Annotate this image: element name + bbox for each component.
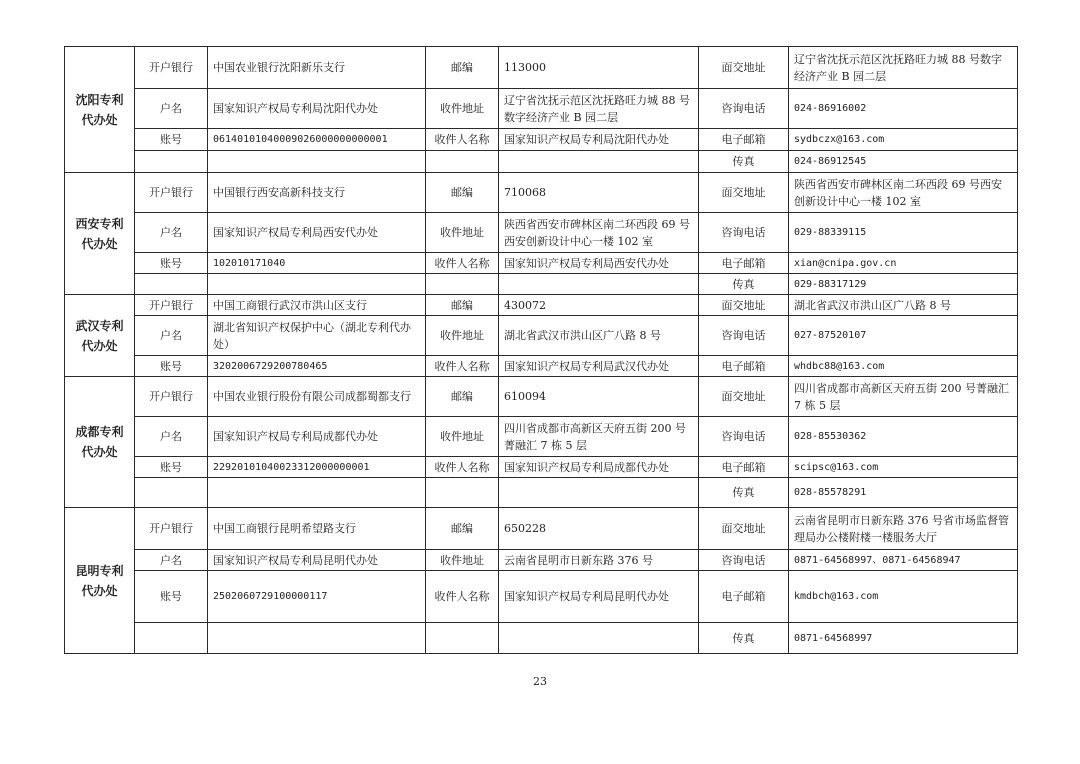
email-value: whdbc88@163.com [789, 356, 1018, 377]
recipient-value: 国家知识产权局专利局沈阳代办处 [499, 129, 699, 151]
bank-value: 中国农业银行股份有限公司成都蜀都支行 [208, 377, 426, 417]
office-name: 昆明专利 代办处 [65, 508, 135, 654]
phone-label: 咨询电话 [699, 550, 789, 571]
empty-cell [499, 478, 699, 508]
submit-address-label: 面交地址 [699, 47, 789, 89]
address-label: 收件地址 [426, 316, 499, 356]
table-row [65, 253, 1018, 274]
table-row [65, 89, 1018, 129]
empty-cell [208, 151, 426, 173]
fax-label: 传真 [699, 151, 789, 173]
empty-cell [135, 478, 208, 508]
table-row [65, 356, 1018, 377]
address-value: 辽宁省沈抚示范区沈抚路旺力城 88 号数字经济产业 B 园二层 [499, 89, 699, 129]
empty-cell [208, 623, 426, 654]
address-value: 云南省昆明市日新东路 376 号 [499, 550, 699, 571]
address-label: 收件地址 [426, 550, 499, 571]
account-name-value: 国家知识产权局专利局昆明代办处 [208, 550, 426, 571]
email-label: 电子邮箱 [699, 571, 789, 623]
submit-address-label: 面交地址 [699, 295, 789, 316]
phone-label: 咨询电话 [699, 89, 789, 129]
bank-value: 中国工商银行昆明希望路支行 [208, 508, 426, 550]
account-no-label: 账号 [135, 571, 208, 623]
recipient-label: 收件人名称 [426, 457, 499, 478]
submit-address-value: 辽宁省沈抚示范区沈抚路旺力城 88 号数字经济产业 B 园二层 [789, 47, 1018, 89]
account-name-label: 户名 [135, 89, 208, 129]
phone-label: 咨询电话 [699, 213, 789, 253]
fax-value: 0871-64568997 [789, 623, 1018, 654]
phone-value: 029-88339115 [789, 213, 1018, 253]
address-label: 收件地址 [426, 213, 499, 253]
address-label: 收件地址 [426, 89, 499, 129]
address-label: 收件地址 [426, 417, 499, 457]
empty-cell [499, 151, 699, 173]
empty-cell [426, 151, 499, 173]
account-no-value: 2502060729100000117 [208, 571, 426, 623]
table-row [65, 151, 1018, 173]
postcode-label: 邮编 [426, 295, 499, 316]
fax-value: 028-85578291 [789, 478, 1018, 508]
empty-cell [135, 151, 208, 173]
table-row [65, 377, 1018, 417]
table-row [65, 47, 1018, 89]
address-value: 湖北省武汉市洪山区广八路 8 号 [499, 316, 699, 356]
email-label: 电子邮箱 [699, 129, 789, 151]
recipient-value: 国家知识产权局专利局成都代办处 [499, 457, 699, 478]
empty-cell [135, 274, 208, 295]
empty-cell [135, 623, 208, 654]
account-no-value: 3202006729200780465 [208, 356, 426, 377]
table-row [65, 316, 1018, 356]
recipient-value: 国家知识产权局专利局西安代办处 [499, 253, 699, 274]
table-row [65, 571, 1018, 623]
bank-label: 开户银行 [135, 377, 208, 417]
bank-label: 开户银行 [135, 47, 208, 89]
account-no-label: 账号 [135, 129, 208, 151]
fax-label: 传真 [699, 274, 789, 295]
bank-value: 中国银行西安高新科技支行 [208, 173, 426, 213]
submit-address-value: 陕西省西安市碑林区南二环西段 69 号西安创新设计中心一楼 102 室 [789, 173, 1018, 213]
fax-value: 024-86912545 [789, 151, 1018, 173]
empty-cell [426, 478, 499, 508]
account-name-value: 国家知识产权局专利局成都代办处 [208, 417, 426, 457]
recipient-label: 收件人名称 [426, 129, 499, 151]
table-row [65, 213, 1018, 253]
email-value: xian@cnipa.gov.cn [789, 253, 1018, 274]
postcode-label: 邮编 [426, 377, 499, 417]
phone-label: 咨询电话 [699, 417, 789, 457]
empty-cell [499, 623, 699, 654]
account-name-value: 国家知识产权局专利局沈阳代办处 [208, 89, 426, 129]
postcode-value: 650228 [499, 508, 699, 550]
recipient-label: 收件人名称 [426, 356, 499, 377]
address-value: 四川省成都市高新区天府五街 200 号菁融汇 7 栋 5 层 [499, 417, 699, 457]
table-row [65, 623, 1018, 654]
table-row [65, 129, 1018, 151]
email-value: sydbczx@163.com [789, 129, 1018, 151]
submit-address-value: 湖北省武汉市洪山区广八路 8 号 [789, 295, 1018, 316]
bank-label: 开户银行 [135, 173, 208, 213]
recipient-label: 收件人名称 [426, 571, 499, 623]
recipient-label: 收件人名称 [426, 253, 499, 274]
submit-address-label: 面交地址 [699, 377, 789, 417]
table-row [65, 508, 1018, 550]
bank-label: 开户银行 [135, 508, 208, 550]
email-label: 电子邮箱 [699, 253, 789, 274]
bank-label: 开户银行 [135, 295, 208, 316]
table-row [65, 478, 1018, 508]
table-row [65, 457, 1018, 478]
email-value: scipsc@163.com [789, 457, 1018, 478]
account-name-label: 户名 [135, 417, 208, 457]
account-no-value: 06140101040009026000000000001 [208, 129, 426, 151]
submit-address-label: 面交地址 [699, 508, 789, 550]
fax-label: 传真 [699, 623, 789, 654]
empty-cell [426, 623, 499, 654]
account-name-value: 湖北省知识产权保护中心（湖北专利代办处） [208, 316, 426, 356]
office-name: 武汉专利 代办处 [65, 295, 135, 377]
patent-office-table [64, 46, 1018, 654]
phone-value: 027-87520107 [789, 316, 1018, 356]
empty-cell [499, 274, 699, 295]
office-name: 沈阳专利 代办处 [65, 47, 135, 173]
account-name-label: 户名 [135, 550, 208, 571]
postcode-label: 邮编 [426, 508, 499, 550]
account-no-label: 账号 [135, 253, 208, 274]
account-no-value: 102010171040 [208, 253, 426, 274]
postcode-value: 710068 [499, 173, 699, 213]
account-no-value: 22920101040023312000000001 [208, 457, 426, 478]
submit-address-label: 面交地址 [699, 173, 789, 213]
postcode-value: 610094 [499, 377, 699, 417]
phone-value: 028-85530362 [789, 417, 1018, 457]
postcode-value: 430072 [499, 295, 699, 316]
account-no-label: 账号 [135, 356, 208, 377]
email-value: kmdbch@163.com [789, 571, 1018, 623]
page-number: 23 [533, 675, 547, 688]
email-label: 电子邮箱 [699, 457, 789, 478]
account-name-label: 户名 [135, 213, 208, 253]
table-row [65, 550, 1018, 571]
table-row [65, 173, 1018, 213]
postcode-label: 邮编 [426, 173, 499, 213]
empty-cell [426, 274, 499, 295]
fax-label: 传真 [699, 478, 789, 508]
email-label: 电子邮箱 [699, 356, 789, 377]
account-no-label: 账号 [135, 457, 208, 478]
postcode-label: 邮编 [426, 47, 499, 89]
address-value: 陕西省西安市碑林区南二环西段 69 号西安创新设计中心一楼 102 室 [499, 213, 699, 253]
bank-value: 中国工商银行武汉市洪山区支行 [208, 295, 426, 316]
submit-address-value: 云南省昆明市日新东路 376 号省市场监督管理局办公楼附楼一楼服务大厅 [789, 508, 1018, 550]
recipient-value: 国家知识产权局专利局昆明代办处 [499, 571, 699, 623]
table-row [65, 274, 1018, 295]
phone-value: 024-86916002 [789, 89, 1018, 129]
office-name: 西安专利 代办处 [65, 173, 135, 295]
empty-cell [208, 478, 426, 508]
phone-label: 咨询电话 [699, 316, 789, 356]
phone-value: 0871-64568997、0871-64568947 [789, 550, 1018, 571]
bank-value: 中国农业银行沈阳新乐支行 [208, 47, 426, 89]
account-name-label: 户名 [135, 316, 208, 356]
empty-cell [208, 274, 426, 295]
table-row [65, 295, 1018, 316]
postcode-value: 113000 [499, 47, 699, 89]
submit-address-value: 四川省成都市高新区天府五街 200 号菁融汇 7 栋 5 层 [789, 377, 1018, 417]
office-name: 成都专利 代办处 [65, 377, 135, 508]
table-row [65, 417, 1018, 457]
recipient-value: 国家知识产权局专利局武汉代办处 [499, 356, 699, 377]
fax-value: 029-88317129 [789, 274, 1018, 295]
account-name-value: 国家知识产权局专利局西安代办处 [208, 213, 426, 253]
